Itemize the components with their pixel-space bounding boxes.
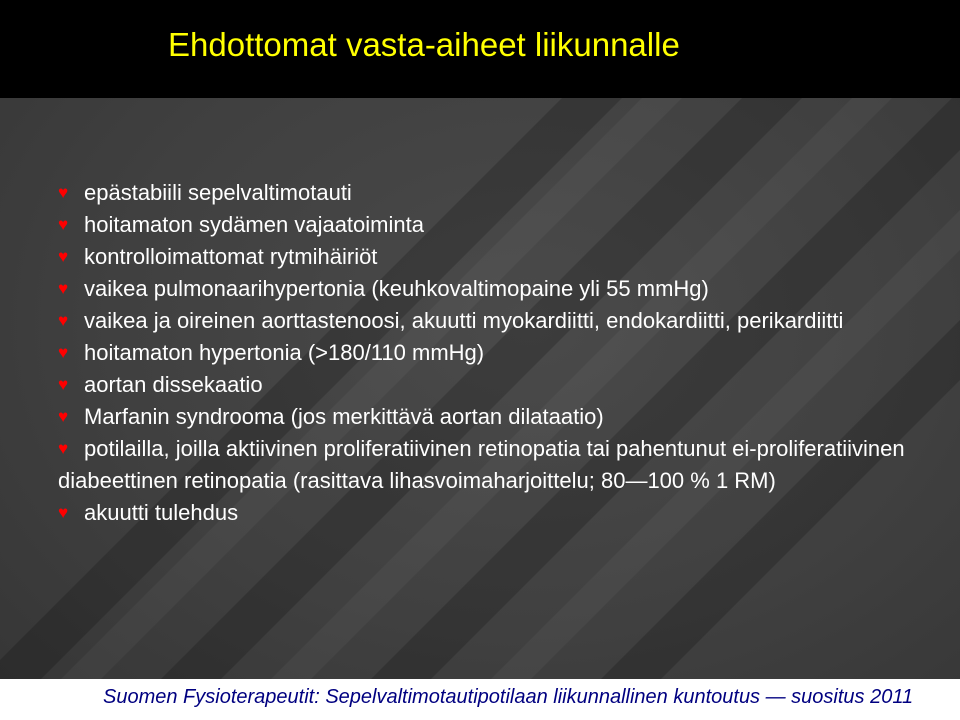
list-item xyxy=(58,497,938,529)
bullet-text: vaikea ja oireinen aorttastenoosi, akuutti myokardiitti, endokardiitti, perikardiitti xyxy=(84,308,844,333)
bullet-text: vaikea pulmonaarihypertonia (keuhkovaltimopaine yli 55 mmHg) xyxy=(84,276,709,301)
bullet-text: akuutti tulehdus xyxy=(84,500,239,525)
bullet-text: hoitamaton hypertonia (>180/110 mmHg) xyxy=(84,340,485,365)
slide-title: Ehdottomat vasta-aiheet liikunnalle xyxy=(168,26,680,63)
bullet-text: aortan dissekaatio xyxy=(84,372,263,397)
bullet-text: hoitamaton sydämen vajaatoiminta xyxy=(84,212,424,237)
bullet-text: Marfanin syndrooma (jos merkittävä aortan dilataatio) xyxy=(84,404,604,429)
list-item xyxy=(58,305,938,337)
heart-icon: ♥ xyxy=(58,375,69,394)
bullet-text: epästabiili sepelvaltimotauti xyxy=(84,180,352,205)
heart-icon: ♥ xyxy=(58,439,69,458)
list-item xyxy=(58,337,938,369)
list-item xyxy=(58,273,938,305)
heart-icon: ♥ xyxy=(58,503,69,522)
list-item xyxy=(58,209,938,241)
heart-icon: ♥ xyxy=(58,247,69,266)
title-bar xyxy=(0,0,960,98)
heart-icon: ♥ xyxy=(58,311,69,330)
heart-icon: ♥ xyxy=(58,183,69,202)
list-item xyxy=(58,433,938,497)
footer-citation: Suomen Fysioterapeutit: Sepelvaltimotautipotilaan liikunnallinen kuntoutus — suositus 2011 xyxy=(103,686,914,708)
list-item xyxy=(58,369,938,401)
list-item xyxy=(58,241,938,273)
bullet-text: kontrolloimattomat rytmihäiriöt xyxy=(84,244,378,269)
list-item xyxy=(58,401,938,433)
bullet-list xyxy=(58,177,938,529)
bullet-text: potilailla, joilla aktiivinen proliferatiivinen retinopatia tai pahentunut ei-proliferatiivinen diabeettinen retinopatia (rasittava lihasvoimaharjoittelu; 80—100 % 1 RM) xyxy=(58,436,905,493)
heart-icon: ♥ xyxy=(58,279,69,298)
list-item xyxy=(58,177,938,209)
heart-icon: ♥ xyxy=(58,215,69,234)
heart-icon: ♥ xyxy=(58,407,69,426)
heart-icon: ♥ xyxy=(58,343,69,362)
